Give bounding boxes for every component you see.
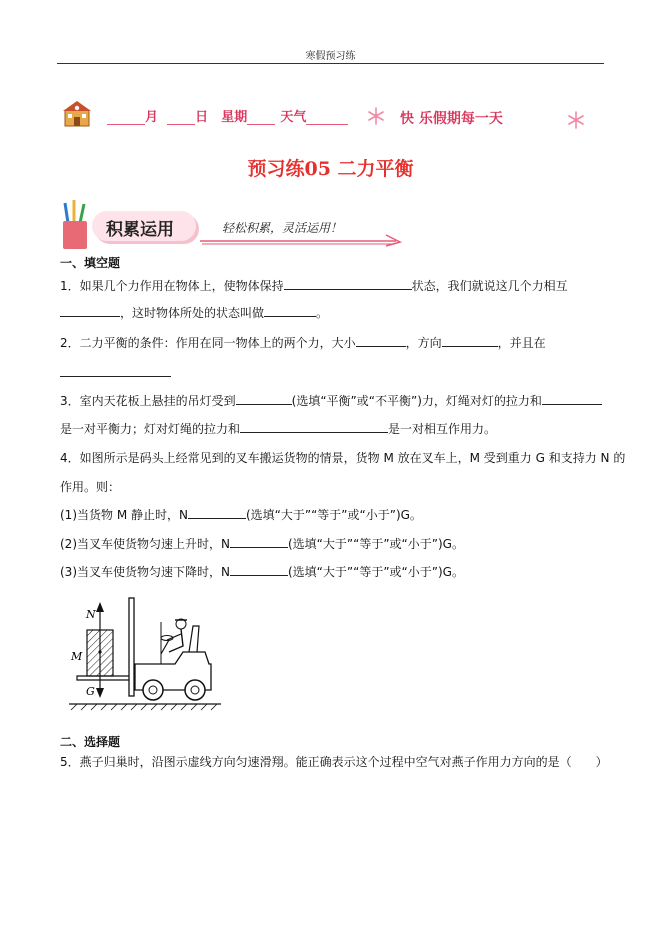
q3-blank-1[interactable] — [236, 392, 292, 405]
q2-blank-1[interactable] — [356, 334, 406, 347]
snowflake-icon — [366, 106, 386, 126]
day-label: 日 — [195, 110, 209, 125]
school-icon — [62, 98, 92, 128]
q1-blank-2[interactable] — [60, 304, 120, 317]
q3-text-b: (选填“平衡”或“不平衡”)力，灯绳对灯的拉力和 — [291, 394, 542, 408]
question-2-line-2 — [60, 364, 171, 382]
q3-text-a: 3．室内天花板上悬挂的吊灯受到 — [60, 394, 236, 408]
q2-text-c: ，并且在 — [497, 336, 546, 350]
q3-text-c: 是一对平衡力；灯对灯绳的拉力和 — [60, 422, 241, 436]
q1-text-c: ，这时物体所处的状态叫做 — [120, 306, 265, 320]
q2-blank-2[interactable] — [442, 334, 498, 347]
q4-p1-text-a: (1)当货物 M 静止时，N — [60, 508, 188, 522]
weekday-blank[interactable] — [247, 110, 275, 125]
q1-text-b: 状态，我们就说这几个力相互 — [411, 279, 568, 293]
box-label-m: M — [71, 650, 83, 663]
day-blank[interactable] — [167, 110, 195, 125]
q2-text-a: 2．二力平衡的条件：作用在同一物体上的两个力，大小 — [60, 336, 356, 350]
q4-p2-blank[interactable] — [230, 535, 288, 548]
question-4-line-2: 作用。则： — [60, 480, 121, 494]
arrow-underline-icon — [198, 233, 404, 247]
question-4-part-3 — [60, 563, 464, 581]
weather-blank[interactable] — [306, 110, 348, 125]
accumulate-slogan: 轻松积累，灵活运用！ — [222, 221, 343, 235]
accumulate-heading: 积累运用 — [106, 220, 174, 240]
forklift-figure — [65, 594, 225, 714]
q4-p2-text-b: (选填“大于”“等于”或“小于”)G。 — [287, 537, 464, 551]
q4-p3-text-b: (选填“大于”“等于”或“小于”)G。 — [287, 565, 464, 579]
accumulate-banner — [60, 205, 405, 253]
question-3-line-2 — [60, 420, 496, 438]
q3-text-d: 是一对相互作用力。 — [388, 422, 497, 436]
q4-p1-blank[interactable] — [188, 506, 246, 519]
q4-p2-text-a: (2)当叉车使货物匀速上升时，N — [60, 537, 230, 551]
q4-p1-text-b: (选填“大于”“等于”或“小于”)G。 — [245, 508, 422, 522]
question-3-line-1 — [60, 392, 602, 410]
q3-blank-3[interactable] — [240, 420, 388, 433]
question-4-part-1 — [60, 506, 422, 524]
question-4-line-1: 4．如图所示是码头上经常见到的叉车搬运货物的情景，货物 M 放在叉车上，M 受到重力 G 和支持力 N 的 — [60, 451, 626, 465]
question-1-line-2 — [60, 304, 328, 322]
question-2-line-1 — [60, 334, 546, 352]
section-heading: 一、填空题 — [60, 256, 121, 270]
banner-slogan: 快 乐假期每一天 — [400, 111, 503, 127]
page-header-title: 寒假预习练 — [305, 51, 356, 62]
month-label: 月 — [145, 110, 159, 125]
page-title: 预习练05 二力平衡 — [247, 158, 414, 180]
date-banner — [60, 96, 600, 136]
q4-p3-blank[interactable] — [230, 563, 288, 576]
question-5: 5．燕子归巢时，沿图示虚线方向匀速滑翔。能正确表示这个过程中空气对燕子作用力方向的是（ ） — [60, 755, 608, 769]
q4-p3-text-a: (3)当叉车使货物匀速下降时，N — [60, 565, 230, 579]
q3-blank-2[interactable] — [542, 392, 602, 405]
q1-blank-3[interactable] — [264, 304, 316, 317]
section-heading: 二、选择题 — [60, 735, 121, 749]
question-1-line-1 — [60, 277, 568, 295]
q2-blank-3[interactable] — [60, 364, 171, 377]
force-label-g: G — [86, 685, 95, 698]
header-divider — [57, 63, 604, 64]
q2-text-b: ，方向 — [405, 336, 442, 350]
question-4-part-2 — [60, 535, 464, 553]
weekday-label: 星期 — [221, 110, 248, 125]
snowflake-icon — [566, 110, 586, 130]
weather-label: 天气 — [280, 110, 307, 125]
month-blank[interactable] — [107, 110, 145, 125]
q1-text-a: 1．如果几个力作用在物体上，使物体保持 — [60, 279, 284, 293]
pencil-cup-icon — [60, 199, 90, 251]
q1-blank-1[interactable] — [284, 277, 412, 290]
force-label-n: N — [86, 608, 96, 621]
q1-text-d: 。 — [316, 306, 329, 320]
